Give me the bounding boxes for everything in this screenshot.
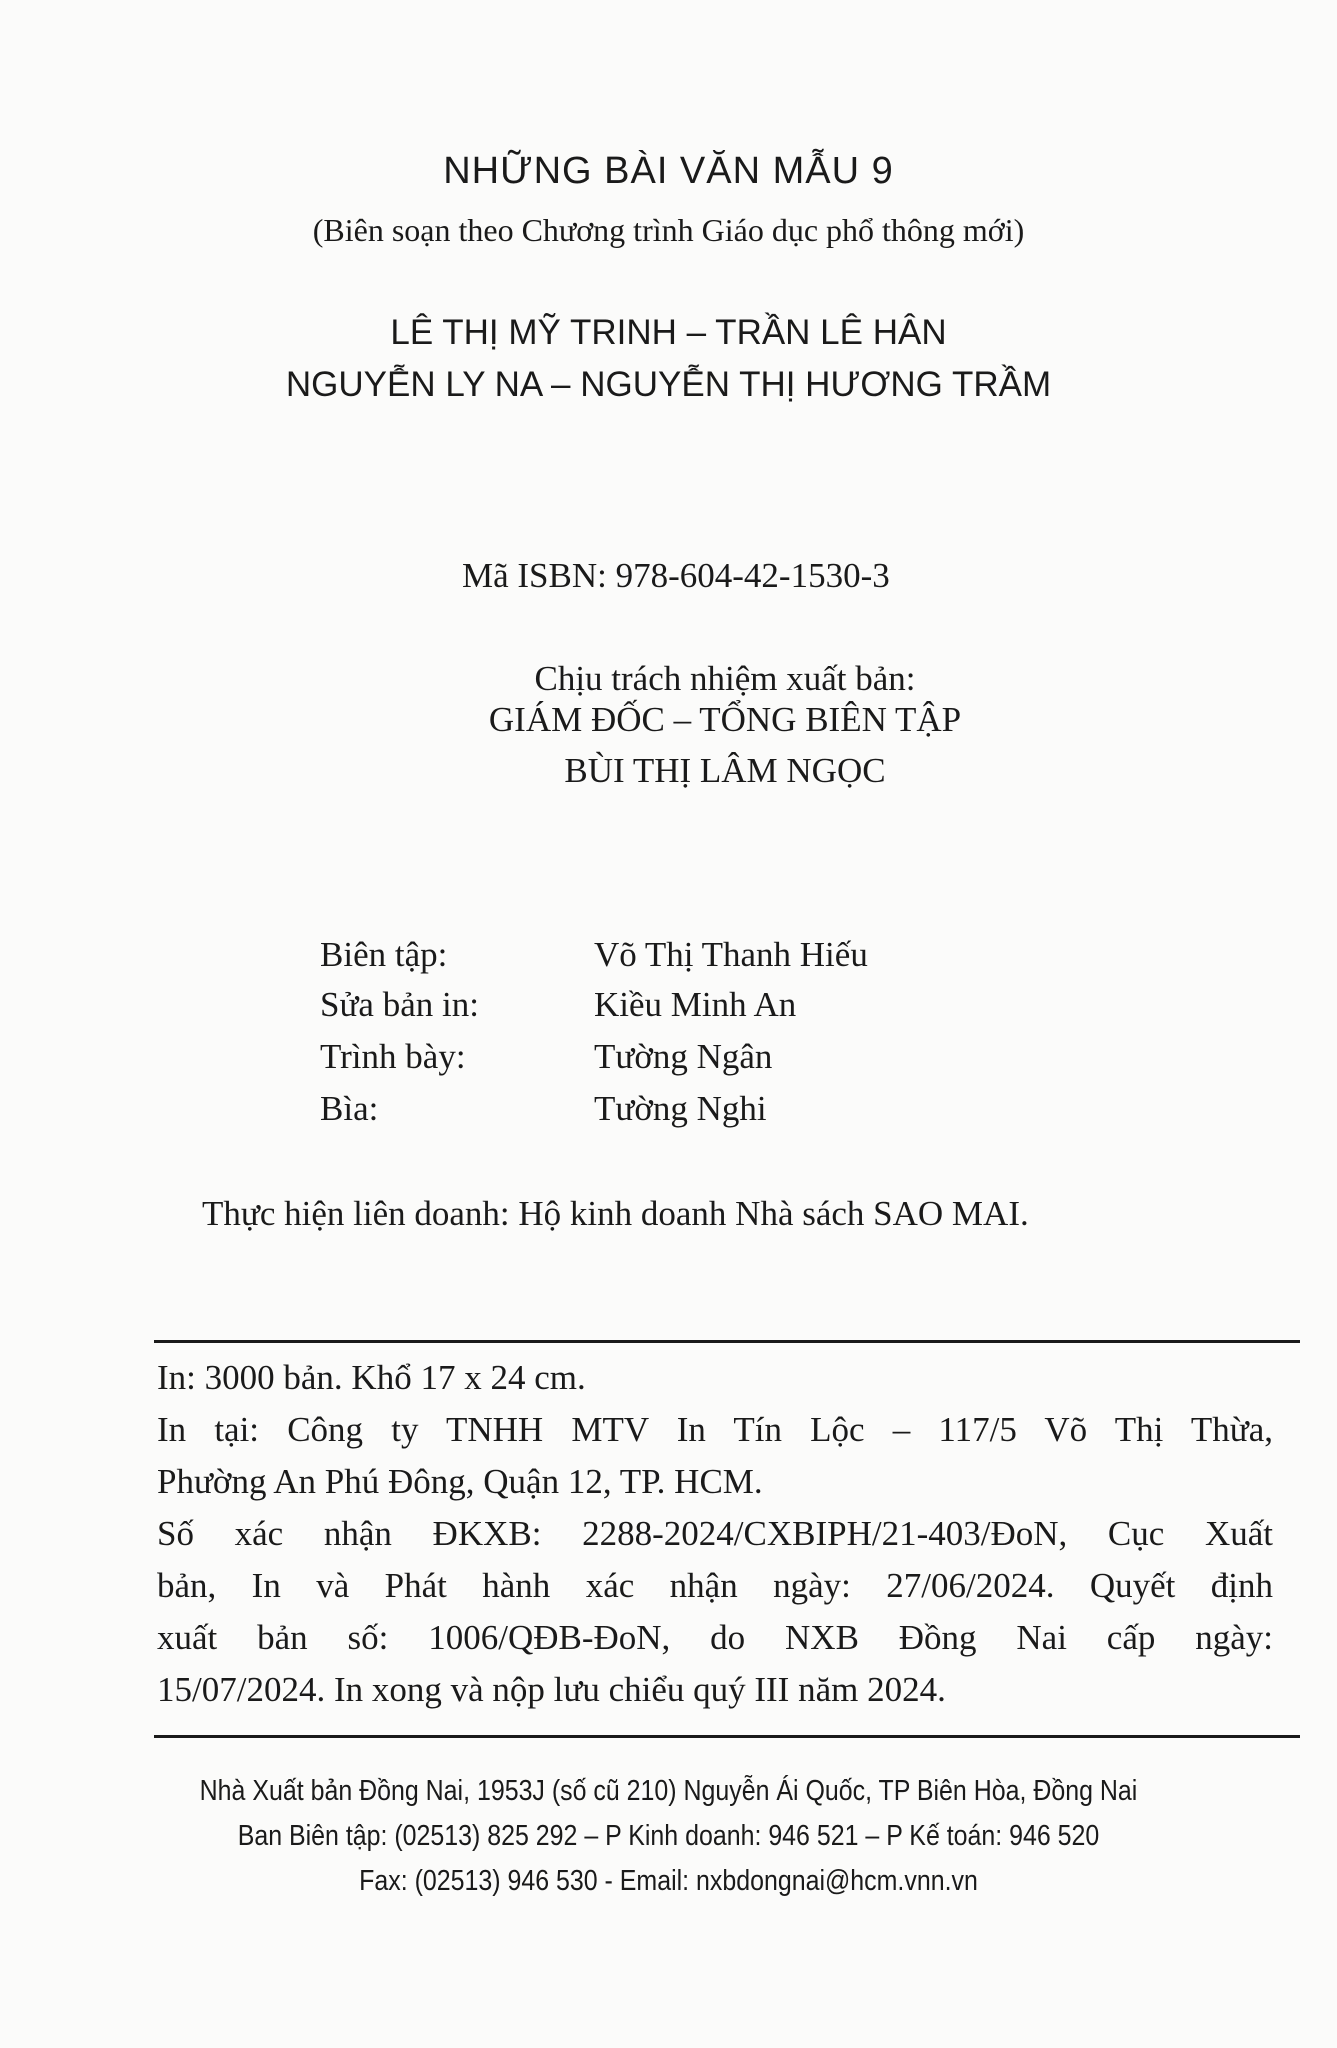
credit-value: Tường Nghi: [594, 1089, 767, 1128]
credit-label: Trình bày:: [320, 1037, 466, 1076]
credit-value: Kiều Minh An: [594, 985, 797, 1024]
authors-line-2: NGUYỄN LY NA – NGUYỄN THỊ HƯƠNG TRẦM: [285, 365, 1052, 404]
credit-label: Sửa bản in:: [320, 985, 479, 1024]
isbn: Mã ISBN: 978-604-42-1530-3: [462, 556, 890, 595]
print-line: Số xác nhận ĐKXB: 2288-2024/CXBIPH/21-403/ĐoN, Cục Xuất: [157, 1514, 1273, 1553]
publisher-phones: Ban Biên tập: (02513) 825 292 – P Kinh doanh: 946 521 – P Kế toán: 946 520: [237, 1820, 1100, 1852]
publisher-address: Nhà Xuất bản Đồng Nai, 1953J (số cũ 210) Nguyễn Ái Quốc, TP Biên Hòa, Đồng Nai: [199, 1775, 1138, 1807]
book-title: NHỮNG BÀI VĂN MẪU 9: [443, 150, 894, 192]
print-line: xuất bản số: 1006/QĐB-ĐoN, do NXB Đồng Nai cấp ngày:: [157, 1618, 1273, 1657]
credit-label: Biên tập:: [320, 935, 448, 974]
responsible-title: GIÁM ĐỐC – TỔNG BIÊN TẬP: [488, 700, 962, 739]
book-subtitle: (Biên soạn theo Chương trình Giáo dục phổ thông mới): [312, 212, 1025, 248]
credit-label: Bìa:: [320, 1089, 379, 1128]
divider-top: [154, 1340, 1300, 1343]
print-line: 15/07/2024. In xong và nộp lưu chiểu quý III năm 2024.: [157, 1670, 946, 1709]
print-line: Phường An Phú Đông, Quận 12, TP. HCM.: [157, 1462, 763, 1501]
divider-bottom: [154, 1735, 1300, 1738]
responsible-name: BÙI THỊ LÂM NGỌC: [564, 751, 886, 790]
print-line: In tại: Công ty TNHH MTV In Tín Lộc – 117/5 Võ Thị Thừa,: [157, 1410, 1273, 1449]
publisher-fax-email: Fax: (02513) 946 530 - Email: nxbdongnai@hcm.vnn.vn: [359, 1865, 978, 1897]
print-line: In: 3000 bản. Khổ 17 x 24 cm.: [157, 1358, 586, 1397]
credit-value: Võ Thị Thanh Hiếu: [594, 935, 868, 974]
responsible-label: Chịu trách nhiệm xuất bản:: [534, 659, 916, 698]
authors-line-1: LÊ THỊ MỸ TRINH – TRẦN LÊ HÂN: [390, 313, 947, 352]
credit-value: Tường Ngân: [594, 1037, 773, 1076]
print-line: bản, In và Phát hành xác nhận ngày: 27/06/2024. Quyết định: [157, 1566, 1273, 1605]
joint-venture: Thực hiện liên doanh: Hộ kinh doanh Nhà sách SAO MAI.: [202, 1194, 1029, 1233]
